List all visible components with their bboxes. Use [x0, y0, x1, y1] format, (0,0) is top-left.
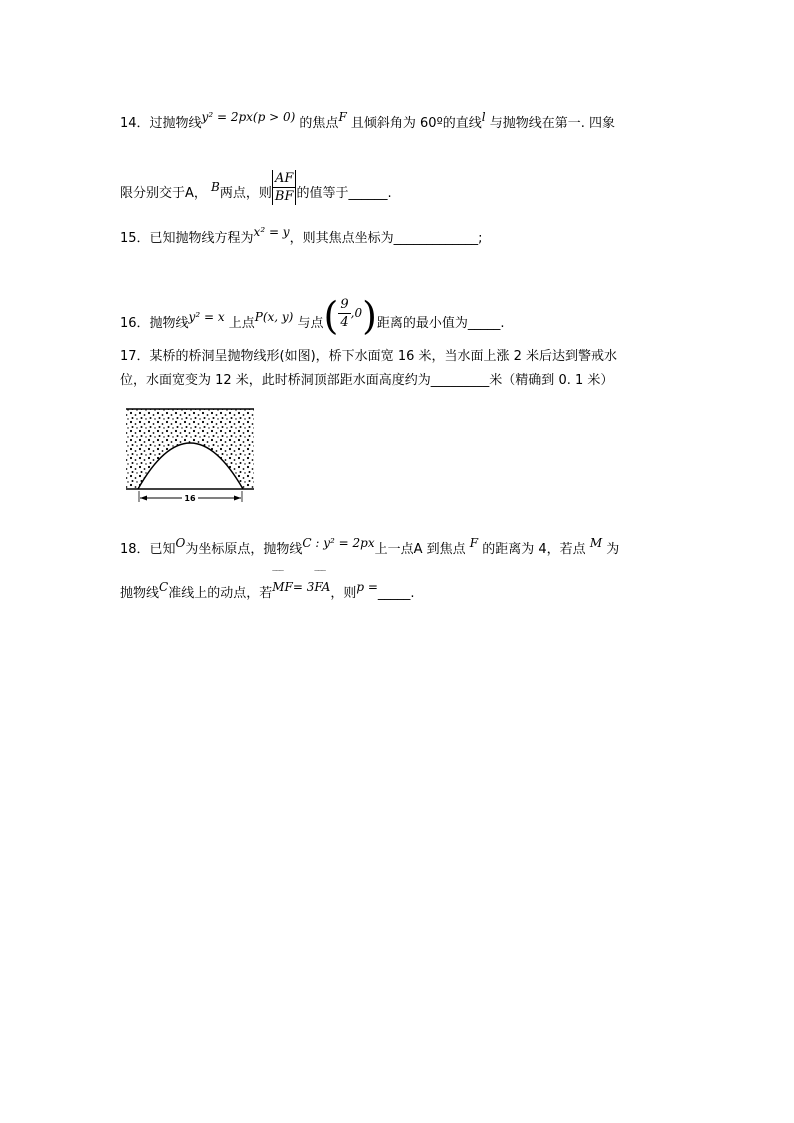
q18-text: _____. — [377, 586, 415, 601]
q18-point-m: M — [589, 536, 603, 550]
q16-left-paren: ( — [323, 294, 339, 338]
q18-text: 准线上的动点，若 — [168, 586, 273, 601]
q14-number: 14．过抛物线 — [120, 116, 202, 131]
q18-origin: O — [175, 536, 186, 550]
q18-text: 上一点A 到焦点 — [374, 542, 466, 557]
q16-equation: y² = x — [188, 310, 225, 324]
q18-text: 为坐标原点，抛物线 — [185, 542, 303, 557]
q16-text: 与点 — [297, 316, 324, 331]
question-14-line-1 — [120, 110, 615, 133]
q14-equation: y² = 2px(p > 0) — [201, 110, 296, 124]
question-17-line-2: 位，水面宽变为 12 米，此时桥洞顶部距水面高度约为_________米（精确到 0. 1 米） — [120, 373, 614, 388]
question-17-line-1: 17．某桥的桥洞呈抛物线形(如图)，桥下水面宽 16 米，当水面上涨 2 米后达到警戒水 — [120, 349, 618, 364]
q18-text: 的距离为 4，若点 — [482, 542, 586, 557]
q15-number: 15．已知抛物线方程为 — [120, 231, 254, 246]
q14-point-b: B — [211, 180, 220, 194]
q14-fraction-numerator: AF — [272, 170, 296, 187]
q16-text: 距离的最小值为_____. — [376, 316, 505, 331]
q18-number: 18．已知 — [120, 542, 176, 557]
q18-text: 抛物线 — [120, 586, 160, 601]
q18-vector-fa: ‾‾‾ FA — [314, 578, 330, 596]
q18-text: ，则 — [330, 586, 357, 601]
q16-point-rest: ,0 — [350, 306, 363, 320]
q14-text: 且倾斜角为 60º的直线 — [350, 116, 482, 131]
q16-right-paren: ) — [362, 294, 377, 338]
q16-text: 上点 — [228, 316, 255, 331]
dimension-label: 16 — [184, 494, 196, 503]
q14-focus: F — [338, 110, 347, 124]
q18-text: 为 — [606, 542, 620, 557]
q16-fraction-denominator: 4 — [340, 315, 349, 330]
dimension-arrow-right — [234, 496, 241, 501]
q18-focus: F — [469, 536, 479, 550]
q14-text: 与抛物线在第一. 四象 — [489, 116, 615, 131]
q14-text: 两点，则 — [219, 186, 272, 201]
q16-fraction-numerator: 9 — [340, 297, 349, 312]
q16-point-p: P(x, y) — [254, 310, 294, 324]
q18-vector-eq: = 3 — [292, 580, 315, 594]
question-16 — [120, 294, 505, 341]
q15-text: ，则其焦点坐标为_____________; — [289, 231, 483, 246]
question-15 — [120, 225, 483, 248]
q18-vector-mf: ‾‾‾ MF — [272, 578, 293, 596]
q18-equation: C : y² = 2px — [302, 536, 375, 550]
q18-curve-c: C — [159, 580, 169, 594]
question-18-line-1 — [120, 536, 620, 559]
dimension-arrow-left — [140, 496, 147, 501]
question-18-line-2 — [120, 580, 415, 603]
q14-line-l: l — [481, 110, 486, 124]
q14-text: 的焦点 — [299, 116, 339, 131]
question-14-line-2 — [120, 171, 392, 211]
q16-number: 16．抛物线 — [120, 316, 189, 331]
q14-fraction — [272, 170, 297, 205]
q16-fraction — [338, 296, 350, 331]
q14-text: 的值等于______. — [296, 186, 392, 201]
bridge-arch-figure — [120, 402, 260, 506]
q14-text: 限分别交于A， — [120, 186, 207, 201]
q14-fraction-denominator: BF — [272, 187, 297, 205]
q18-p: p = — [356, 580, 378, 594]
q15-equation: x² = y — [253, 225, 290, 239]
